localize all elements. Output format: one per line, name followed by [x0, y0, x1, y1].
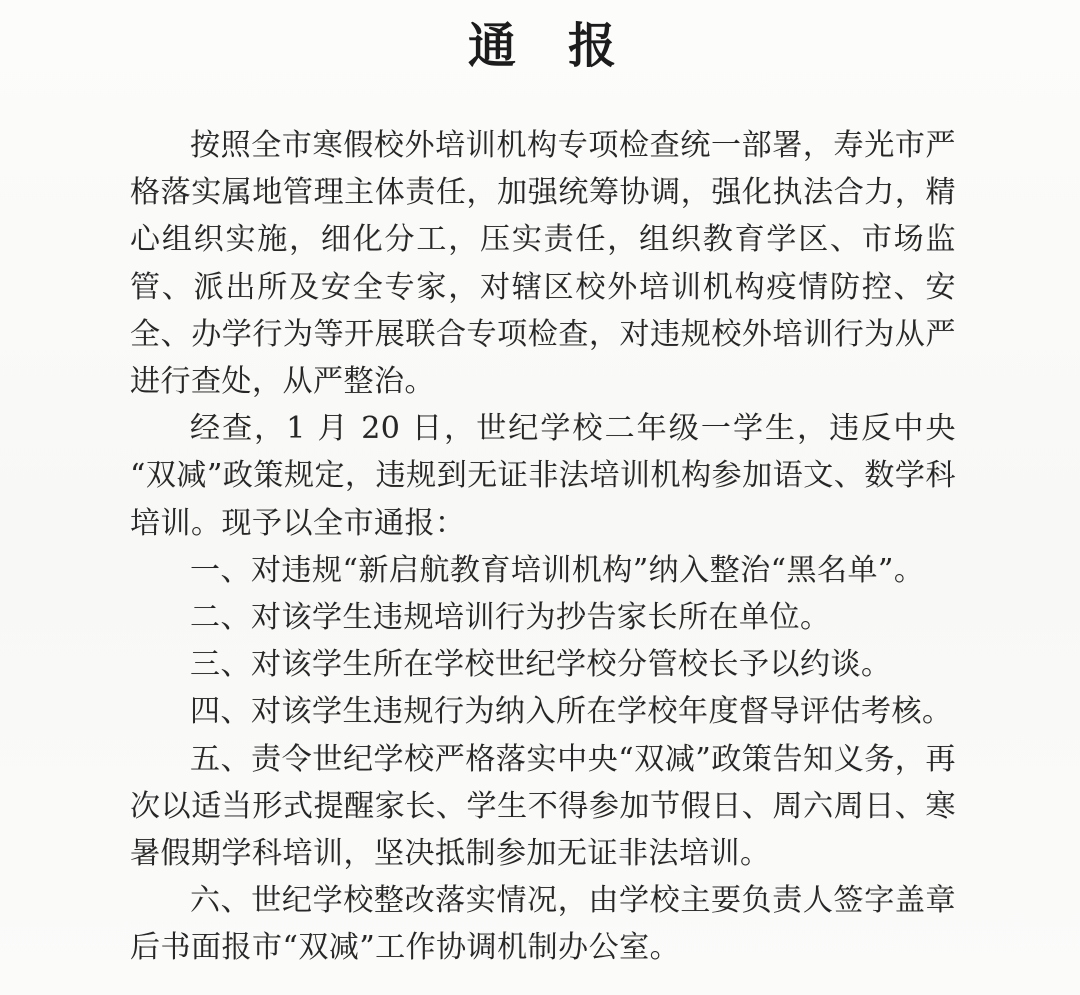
paragraph: 经查，1 月 20 日，世纪学校二年级一学生，违反中央“双减”政策规定，违规到无证非法培训机构参加语文、数学科培训。现予以全市通报： [130, 411, 956, 541]
paragraph: 一、对违规“新启航教育培训机构”纳入整治“黑名单”。 [190, 552, 925, 588]
paragraph: 六、世纪学校整改落实情况，由学校主要负责人签字盖章后书面报市“双减”工作协调机制办公室。 [130, 883, 956, 966]
paragraph: 三、对该学生所在学校世纪学校分管校长予以约谈。 [190, 647, 892, 683]
paragraph: 四、对该学生违规行为纳入所在学校年度督导评估考核。 [190, 694, 953, 730]
paragraph: 二、对该学生违规培训行为抄告家长所在单位。 [190, 600, 831, 636]
paragraph: 按照全市寒假校外培训机构专项检查统一部署，寿光市严格落实属地管理主体责任，加强统筹协调，强化执法合力，精心组织实施，细化分工，压实责任，组织教育学区、市场监管、派出所及安全专家，对辖区校外培训机构疫情防控、安全、办学行为等开展联合专项检查，对违规校外培训行为从严进行查处，从严整治。 [130, 128, 956, 400]
document-body [130, 122, 956, 972]
document-title: 通 报 [467, 18, 618, 74]
paragraph: 五、责令世纪学校严格落实中央“双减”政策告知义务，再次以适当形式提醒家长、学生不得参加节假日、周六周日、寒暑假期学科培训，坚决抵制参加无证非法培训。 [130, 741, 956, 872]
